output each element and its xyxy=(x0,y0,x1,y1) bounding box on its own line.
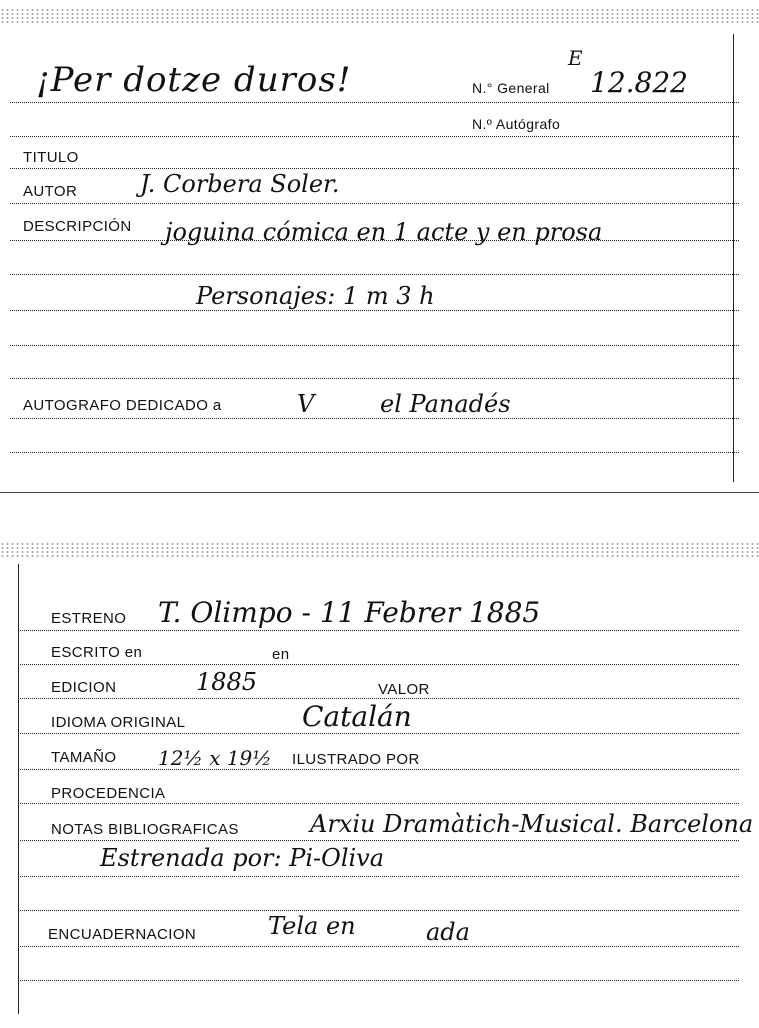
card-left-border xyxy=(18,564,19,1014)
rule-line xyxy=(20,980,739,981)
encuadernacion-value-b: ada xyxy=(426,918,470,946)
rule-line xyxy=(10,240,739,241)
edicion-label: EDICION xyxy=(51,679,117,696)
dedicado-value-a: V xyxy=(297,390,315,418)
autografo-number-label: N.º Autógrafo xyxy=(472,116,561,132)
general-number-label: N.° General xyxy=(472,80,550,96)
rule-line xyxy=(20,733,739,734)
rule-line xyxy=(10,102,739,103)
rule-line xyxy=(10,168,739,169)
procedencia-label: PROCEDENCIA xyxy=(51,785,166,802)
estreno-value: T. Olimpo - 11 Febrer 1885 xyxy=(158,596,541,629)
escrito-label: ESCRITO en xyxy=(51,644,143,661)
title-handwritten: ¡Per dotze duros! xyxy=(36,60,352,100)
edicion-value: 1885 xyxy=(196,668,258,696)
idioma-value: Catalán xyxy=(302,700,412,733)
rule-line xyxy=(20,630,739,631)
rule-line xyxy=(10,418,739,419)
estreno-label: ESTRENO xyxy=(51,610,127,627)
autor-value: J. Corbera Soler. xyxy=(140,170,340,198)
general-number-value: 12.822 xyxy=(590,66,688,99)
descripcion-value: joguina cómica en 1 acte y en prosa xyxy=(165,218,603,246)
rule-line xyxy=(20,840,739,841)
rule-line xyxy=(10,310,739,311)
idioma-label: IDIOMA ORIGINAL xyxy=(51,714,186,731)
rule-line xyxy=(10,452,739,453)
rule-line xyxy=(20,803,739,804)
rule-line xyxy=(20,698,739,699)
rule-line xyxy=(20,946,739,947)
encuadernacion-value-a: Tela en xyxy=(268,912,356,940)
rule-line xyxy=(20,769,739,770)
notas-value-line2: Estrenada por: Pi-Oliva xyxy=(100,844,385,872)
rule-line xyxy=(10,136,739,137)
ilustrado-label: ILUSTRADO POR xyxy=(292,751,420,768)
encuadernacion-label: ENCUADERNACION xyxy=(48,926,197,943)
titulo-label: TITULO xyxy=(23,149,79,166)
card-edge-texture xyxy=(0,8,759,24)
tamano-value: 12½ x 19½ xyxy=(158,746,272,770)
rule-line xyxy=(10,203,739,204)
escrito-en-label: en xyxy=(272,646,290,663)
dedicado-value-b: el Panadés xyxy=(380,390,511,418)
tamano-label: TAMAÑO xyxy=(51,749,117,766)
rule-line xyxy=(20,876,739,877)
notas-label: NOTAS BIBLIOGRAFICAS xyxy=(51,821,239,838)
dedicado-label: AUTOGRAFO DEDICADO a xyxy=(23,397,222,414)
rule-line xyxy=(20,910,739,911)
catalog-card-bottom xyxy=(0,540,759,1028)
notas-value: Arxiu Dramàtich-Musical. Barcelona xyxy=(310,810,754,838)
personajes-value: Personajes: 1 m 3 h xyxy=(196,282,435,310)
descripcion-label: DESCRIPCIÓN xyxy=(23,218,132,235)
rule-line xyxy=(10,274,739,275)
catalog-card-top xyxy=(0,0,759,492)
rule-line xyxy=(10,378,739,379)
rule-line xyxy=(20,664,739,665)
autor-label: AUTOR xyxy=(23,183,78,200)
valor-label: VALOR xyxy=(378,681,430,698)
card-edge-texture xyxy=(0,542,759,558)
general-prefix: E xyxy=(568,46,583,70)
card-separator xyxy=(0,492,759,493)
rule-line xyxy=(10,345,739,346)
